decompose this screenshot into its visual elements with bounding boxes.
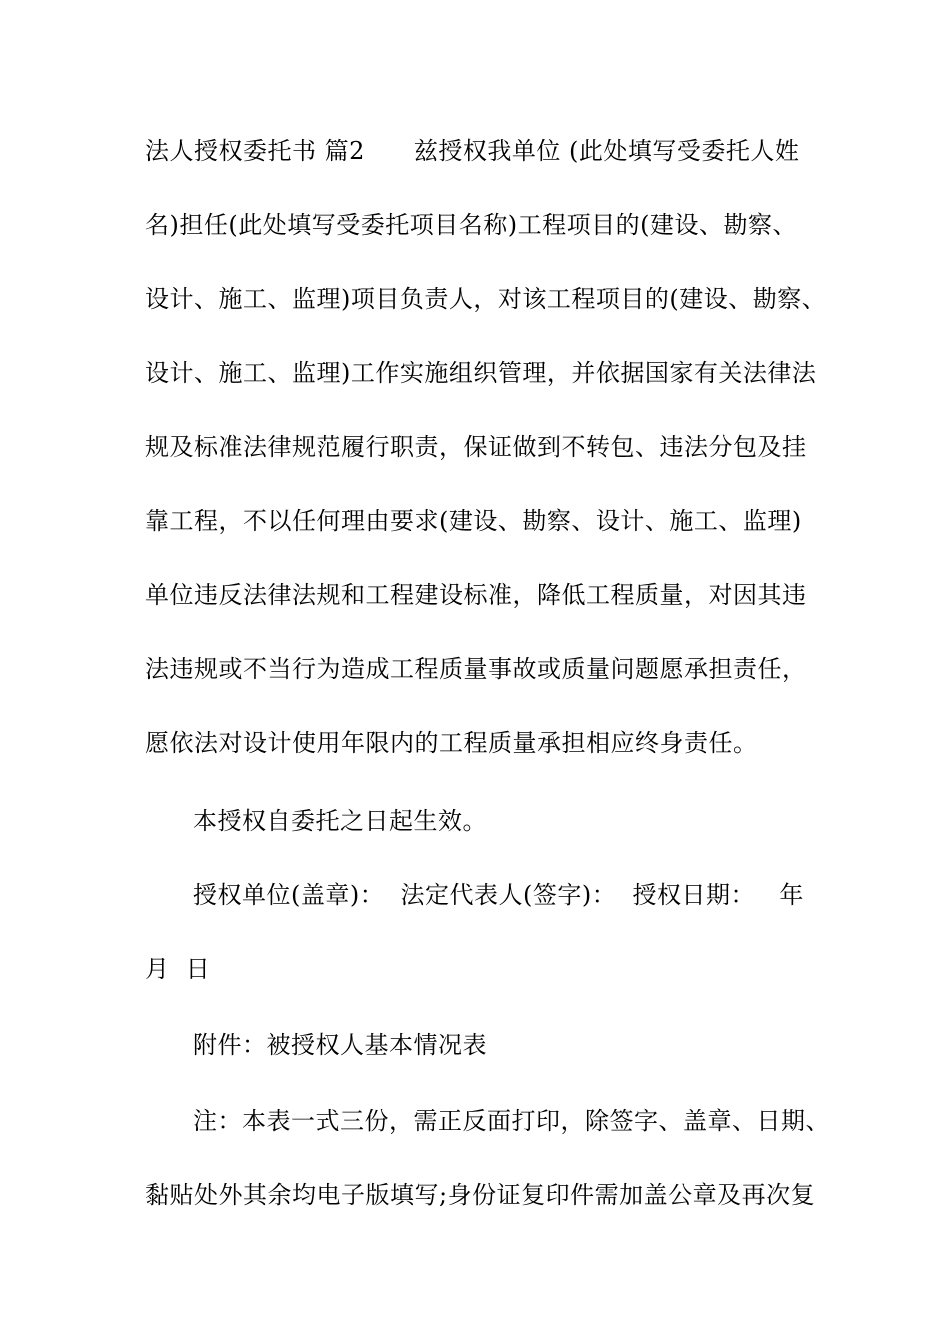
signature-line: 授权单位(盖章)： 法定代表人(签字)： 授权日期： 年 <box>193 881 804 909</box>
note-line-1: 注：本表一式三份，需正反面打印，除签字、盖章、日期、 <box>193 1107 830 1135</box>
attachment-line: 附件：被授权人基本情况表 <box>193 1031 487 1059</box>
paragraph-line-6: 靠工程，不以任何理由要求(建设、勘察、设计、施工、监理) <box>145 507 802 535</box>
paragraph-line-7: 单位违反法律法规和工程建设标准，降低工程质量，对因其违 <box>145 581 807 609</box>
paragraph-line-5: 规及标准法律规范履行职责，保证做到不转包、违法分包及挂 <box>145 433 807 461</box>
paragraph-line-1: 法人授权委托书 篇2 兹授权我单位 (此处填写受委托人姓 <box>145 137 800 165</box>
paragraph-line-3: 设计、施工、监理)项目负责人，对该工程项目的(建设、勘察、 <box>145 285 827 313</box>
paragraph-line-9: 愿依法对设计使用年限内的工程质量承担相应终身责任。 <box>145 729 758 757</box>
paragraph-line-4: 设计、施工、监理)工作实施组织管理，并依据国家有关法律法 <box>145 359 817 387</box>
paragraph-line-2: 名)担任(此处填写受委托项目名称)工程项目的(建设、勘察、 <box>145 211 797 239</box>
effective-statement: 本授权自委托之日起生效。 <box>193 807 487 835</box>
paragraph-line-8: 法违规或不当行为造成工程质量事故或质量问题愿承担责任， <box>145 655 807 683</box>
note-line-2: 黏贴处外其余均电子版填写;身份证复印件需加盖公章及再次复 <box>145 1181 816 1209</box>
date-line: 月 日 <box>145 955 211 983</box>
